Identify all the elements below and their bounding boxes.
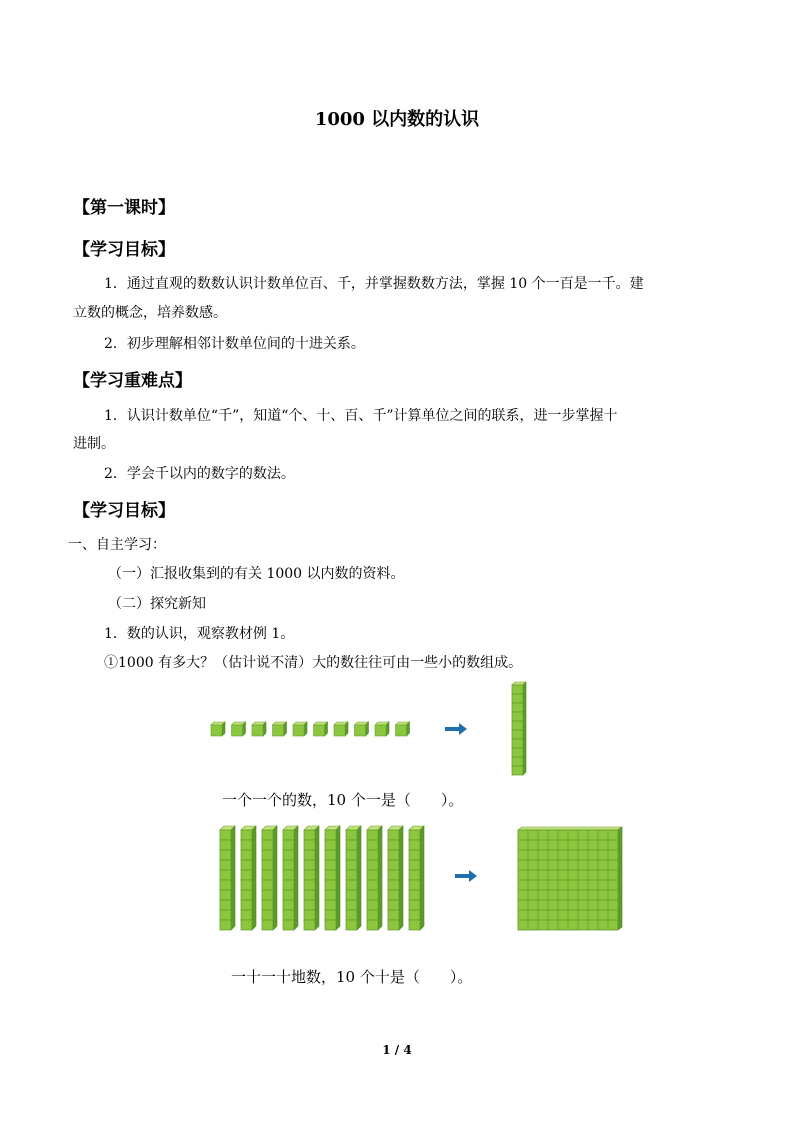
unit-cube xyxy=(252,722,266,736)
hundred-flat xyxy=(518,827,622,930)
key-line-2: 进制。 xyxy=(73,436,115,452)
goals-heading-2: 【学习目标】 xyxy=(73,501,175,521)
ten-rods-row xyxy=(220,826,424,930)
ten-rod xyxy=(367,826,382,930)
unit-cube xyxy=(211,722,225,736)
figure-ones-to-ten xyxy=(205,678,535,776)
unit-cube xyxy=(396,722,410,736)
caption-ones: 一个一个的数，10 个一是（ ）。 xyxy=(222,791,464,809)
arrow-icon xyxy=(455,870,477,882)
unit-cube xyxy=(232,722,246,736)
lesson-heading: 【第一课时】 xyxy=(73,198,175,218)
ten-rod xyxy=(512,682,526,775)
goal-line-3: 2．初步理解相邻计数单位间的十进关系。 xyxy=(104,336,365,352)
goal-line-1: 1．通过直观的数数认识计数单位百、千，并掌握数数方法，掌握 10 个一百是一千。建 xyxy=(104,276,644,292)
caption-tens: 一十一十地数，10 个十是（ ）。 xyxy=(231,968,473,986)
ten-rod xyxy=(220,826,235,930)
ten-rod xyxy=(304,826,319,930)
ten-rod xyxy=(388,826,403,930)
key-line-1: 1．认识计数单位“千”，知道“个、十、百、千”计算单位之间的联系，进一步掌握十 xyxy=(104,408,618,424)
key-line-3: 2．学会千以内的数字的数法。 xyxy=(104,466,295,482)
unit-cube xyxy=(273,722,287,736)
unit-cube xyxy=(334,722,348,736)
ten-rod xyxy=(241,826,256,930)
study-item-2: （二）探究新知 xyxy=(108,596,206,612)
figure-tens-to-hundred xyxy=(215,822,630,932)
ten-rod xyxy=(409,826,424,930)
key-points-heading: 【学习重难点】 xyxy=(73,371,192,391)
study-heading: 一、自主学习： xyxy=(68,537,166,553)
ten-rod xyxy=(262,826,277,930)
study-item-3: 1．数的认识，观察教材例 1。 xyxy=(104,626,295,642)
ten-rod xyxy=(346,826,361,930)
page-title: 1000 以内数的认识 xyxy=(314,109,480,130)
study-item-1: （一）汇报收集到的有关 1000 以内数的资料。 xyxy=(108,566,405,582)
arrow-icon xyxy=(445,723,467,735)
unit-cube xyxy=(314,722,328,736)
study-item-4: ①1000 有多大？（估计说不清）大的数往往可由一些小的数组成。 xyxy=(104,655,523,671)
page-number: 1 / 4 xyxy=(382,1043,412,1057)
ten-rod xyxy=(325,826,340,930)
unit-cube xyxy=(293,722,307,736)
ten-rod xyxy=(283,826,298,930)
goals-heading: 【学习目标】 xyxy=(73,240,175,260)
unit-cube xyxy=(355,722,369,736)
unit-cube xyxy=(375,722,389,736)
unit-cubes-row xyxy=(211,722,410,736)
goal-line-2: 立数的概念，培养数感。 xyxy=(73,305,227,321)
